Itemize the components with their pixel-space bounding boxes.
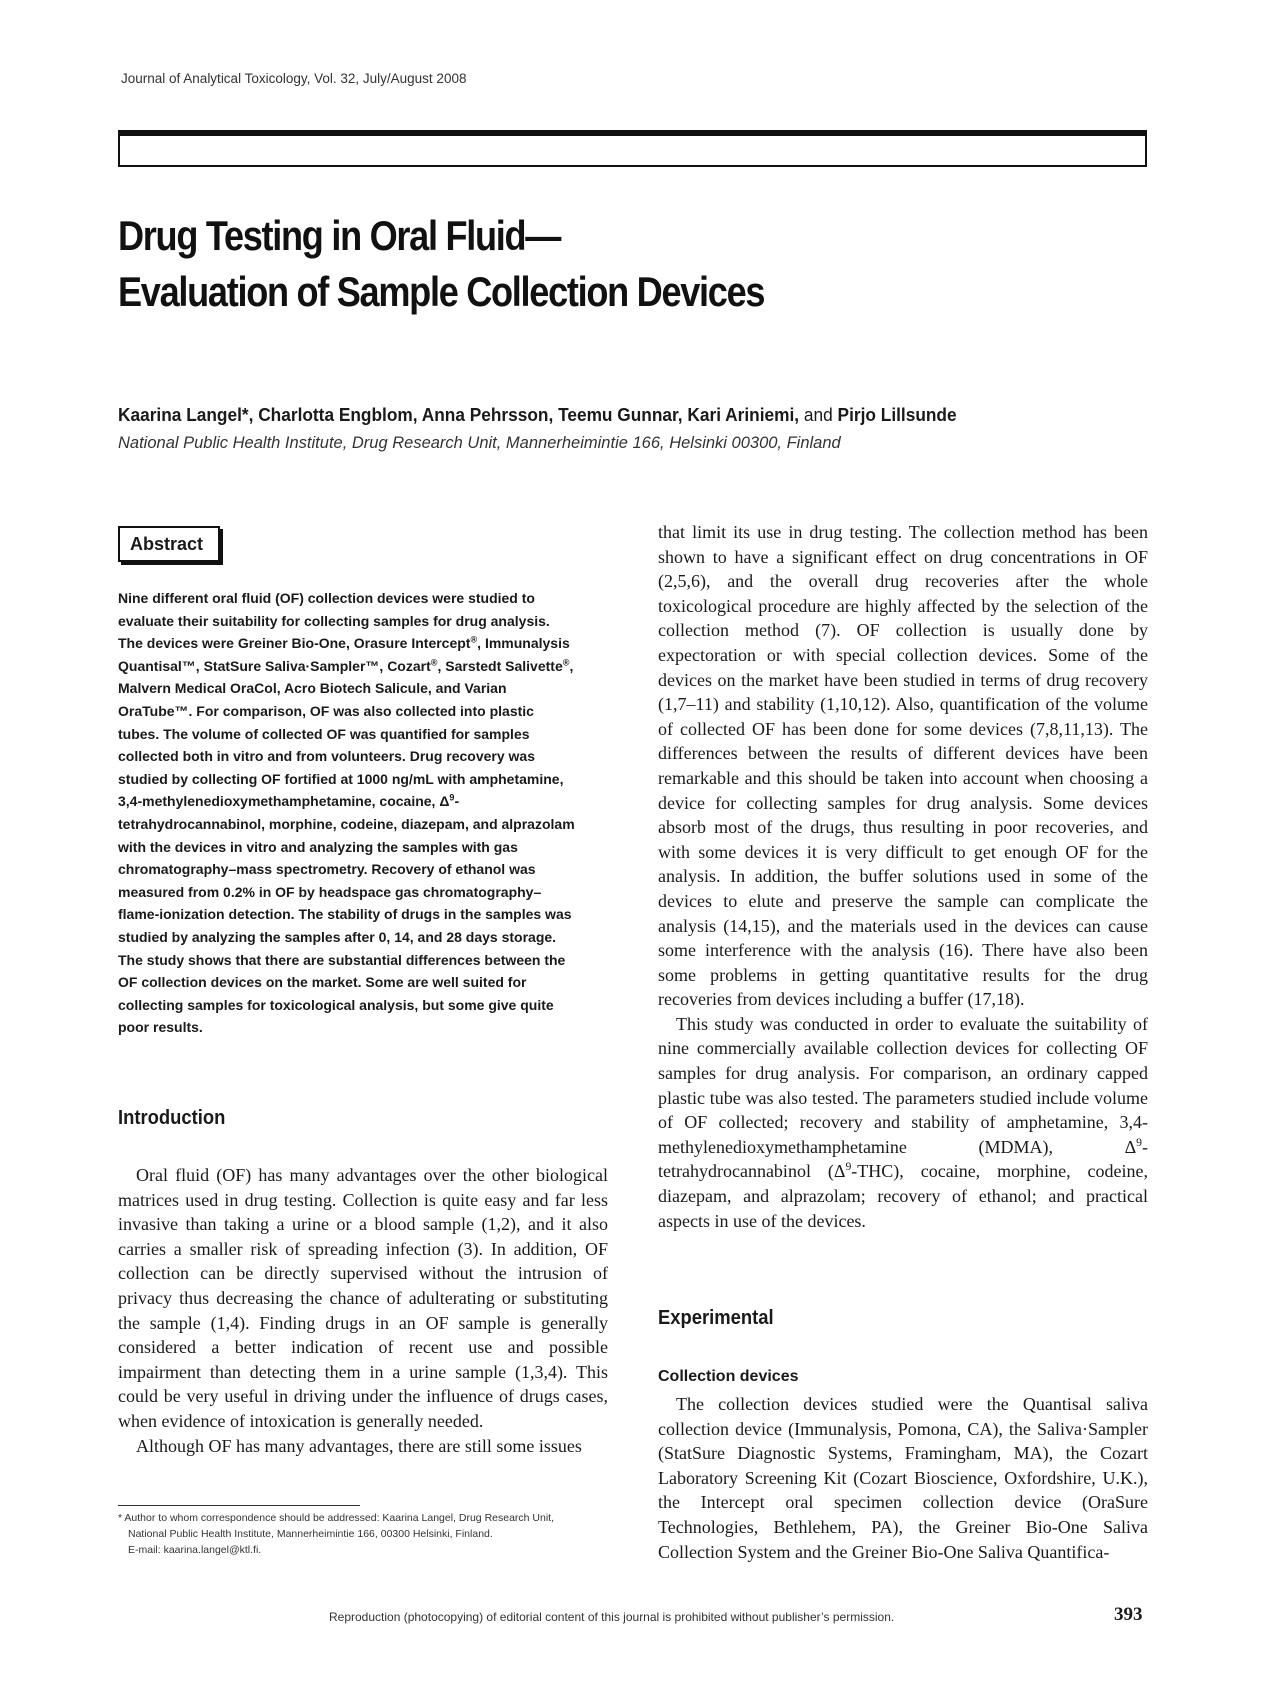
right-column-body [658,520,1148,1233]
superscript-nine: 9 [449,792,455,803]
superscript-nine: 9 [845,1160,852,1174]
right-p2-part: -THC), cocaine, morphine, codeine, diazepam, and alprazolam; recovery of ethanol; and practical aspects in use of the devices. [658,1161,1148,1231]
abstract-heading: Abstract [118,526,220,562]
experimental-heading: Experimental [658,1307,774,1329]
registered-mark: ® [562,657,570,668]
right-p2-part: This study was conducted in order to evaluate the suitability of nine commercially available collection devices for collecting OF samples for drug analysis. For comparison, an ordinary capped plastic tube was also tested. The parameters studied include volume of OF collected; recovery and stability of amphetamine, 3,4-methylenedioxymethamphetamine (MDMA), Δ [658,1013,1148,1157]
affiliation: National Public Health Institute, Drug Research Unit, Mannerheimintie 166, Helsinki 00300, Finland [118,434,841,452]
journal-header: Journal of Analytical Toxicology, Vol. 32, July/August 2008 [121,71,467,86]
abstract-part: , Sarstedt Salivette [437,657,563,674]
abstract-part: -tetrahydrocannabinol, morphine, codeine, diazepam, and alprazolam with the devices in vitro and analyzing the samples with gas chromatography–mass spectrometry. Recovery of ethanol was measured from 0.2% in OF by headspace gas chromatography–flame-ionization detection. The stability of drugs in the samples was studied by analyzing the samples after 0, 14, and 28 days storage. The study shows that there are substantial differences between the OF collection devices on the market. Some are well suited for collecting samples for toxicological analysis, but some give quite poor results. [118,793,575,1036]
footnote-line-3: E-mail: kaarina.langel@ktl.fi. [128,1544,262,1556]
title-line-2: Evaluation of Sample Collection Devices [118,268,765,315]
right-p2-part: -tetrahydrocannabinol (Δ [658,1136,1148,1182]
introduction-body [118,1163,608,1458]
superscript-nine: 9 [1136,1135,1142,1149]
abstract-part: , Immunalysis Quantisal™, StatSure Saliva·Sampler™, Cozart [118,635,570,674]
correspondence-footnote [118,1510,618,1558]
author-list [118,405,957,426]
authors-main: Kaarina Langel*, Charlotta Engblom, Anna Pehrsson, Teemu Gunnar, Kari Ariniemi, [118,405,800,425]
right-paragraph-1: that limit its use in drug testing. The collection method has been shown to have a significant effect on drug concentrations in OF (2,5,6), and the overall drug recoveries after the whole toxicological procedure are highly affected by the selection of the collection method (7). OF collection is usually done by expectoration or with special collection devices. Some of the devices on the market have been studied in terms of drug recovery (1,7–11) and stability (1,10,12). Also, quantification of the volume of collected OF has been done for some devices (7,8,11,13). The differences between the results of different devices have been remarkable and this should be taken into account when choosing a device for collecting samples for drug analysis. Some devices absorb most of the drugs, thus resulting in poor recoveries, and with some devices it is very difficult to get enough OF for the analysis. In addition, the buffer solutions used in some of the devices to elute and preserve the sample can complicate the analysis (14,15), and the materials used in the devices can cause some interference with the analysis (16). There have also been some problems in getting quantitative results for the drug recoveries from devices including a buffer (17,18). [658,522,1148,1010]
abstract-text [118,587,576,1039]
experimental-paragraph-1: The collection devices studied were the Quantisal saliva collection device (Immunalysis, Pomona, CA), the Saliva·Sampler (StatSure Diagnostic Systems, Framingham, MA), the Cozart Laboratory Screening Kit (Cozart Bioscience, Oxfordshire, U.K.), the Intercept oral specimen collection device (OraSure Technologies, Bethlehem, PA), the Greiner Bio-One Saliva Collection System and the Greiner Bio-One Saliva Quantifica- [658,1394,1148,1562]
registered-mark: ® [430,657,438,668]
introduction-paragraph-1: Oral fluid (OF) has many advantages over the other biological matrices used in drug testing. Collection is quite easy and far less invasive than taking a urine or a blood sample (1,2), and it also carries a smaller risk of spreading infection (3). In addition, OF collection can be directly supervised without the intrusion of privacy thus decreasing the chance of adulterating or substituting the sample (1,4). Finding drugs in an OF sample is generally considered a better indication of recent use and possible impairment than detecting them in a urine sample (1,3,4). This could be very useful in driving under the influence of drugs cases, when evidence of intoxication is generally needed. [118,1165,608,1431]
registered-mark: ® [470,634,478,645]
abstract-part: , Malvern Medical OraCol, Acro Biotech Salicule, and Varian OraTube™. For comparison, OF was also collected into plastic tubes. The volume of collected OF was quantified for samples collected both in vitro and from volunteers. Drug recovery was studied by collecting OF fortified at 1000 ng/mL with amphetamine, 3,4-methylenedioxymethamphetamine, cocaine, Δ [118,657,574,810]
experimental-body [658,1392,1148,1564]
authors-conjunction: and [799,405,838,425]
page-number: 393 [1114,1604,1143,1625]
reproduction-notice: Reproduction (photocopying) of editorial content of this journal is prohibited without publisher’s permission. [329,1610,895,1624]
authors-last: Pirjo Lillsunde [837,405,957,425]
introduction-heading: Introduction [118,1107,226,1129]
right-paragraph-2 [658,1012,1148,1233]
title-line-1: Drug Testing in Oral Fluid— [118,212,561,259]
header-rule-box [118,130,1147,167]
footnote-line-2: National Public Health Institute, Mannerheimintie 166, 00300 Helsinki, Finland. [128,1528,493,1540]
article-title [118,208,764,320]
footnote-rule [118,1505,360,1506]
introduction-paragraph-2: Although OF has many advantages, there are still some issues [136,1435,582,1456]
footnote-line-1: * Author to whom correspondence should be addressed: Kaarina Langel, Drug Research Unit, [118,1512,555,1524]
collection-devices-subheading: Collection devices [658,1368,799,1385]
abstract-part: Nine different oral fluid (OF) collection devices were studied to evaluate their suitability for collecting samples for drug analysis. The devices were Greiner Bio-One, Orasure Intercept [118,590,550,652]
